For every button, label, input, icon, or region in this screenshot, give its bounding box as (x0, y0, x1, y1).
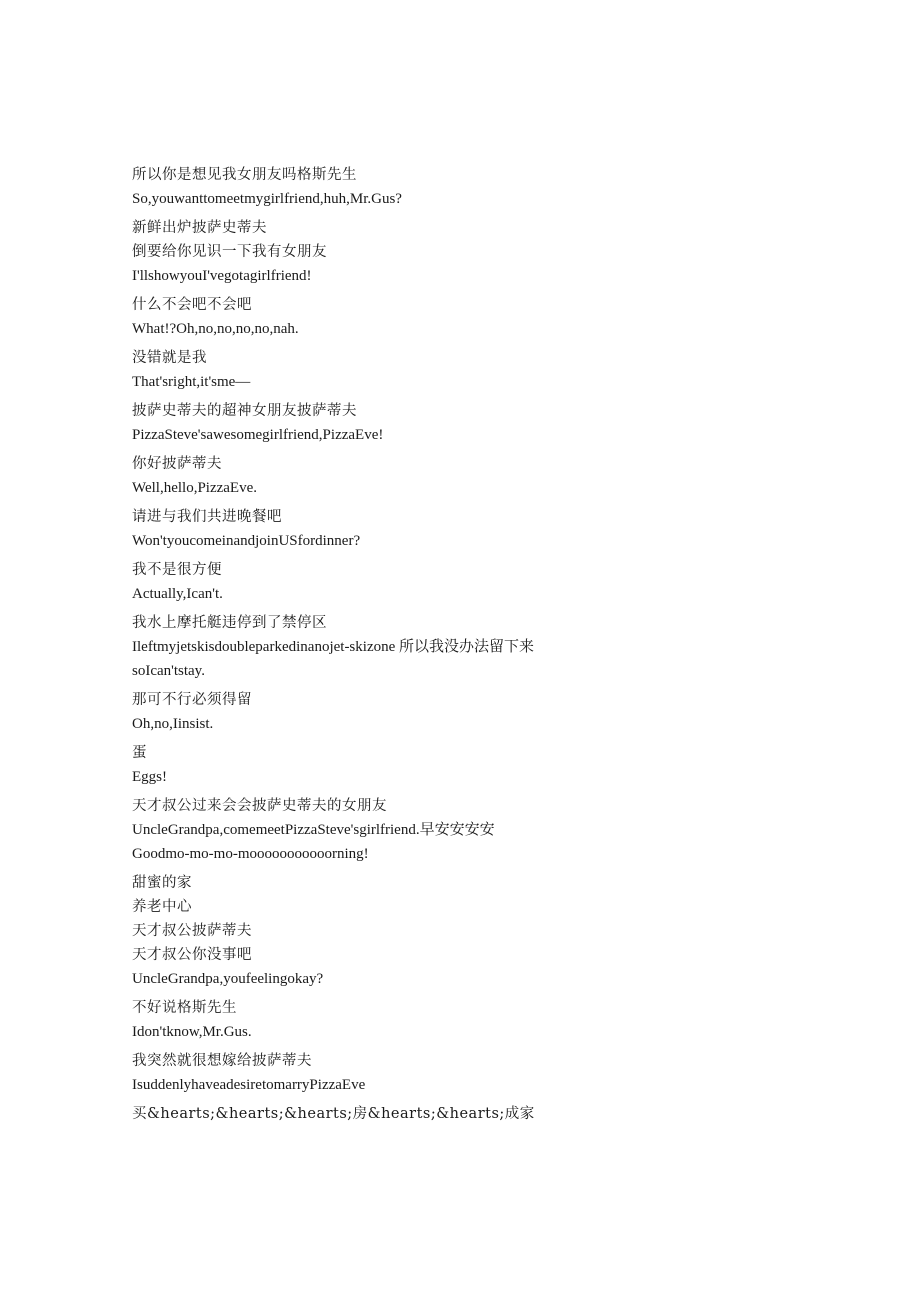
transcript-line: Oh,no,Iinsist. (132, 716, 214, 732)
transcript-line: UncleGrandpa,youfeelingokay? (132, 971, 324, 987)
transcript-line: 我突然就很想嫁给披萨蒂夫 (132, 1053, 312, 1069)
transcript-line: Well,hello,PizzaEve. (132, 480, 257, 496)
transcript-line: 我不是很方便 (132, 562, 222, 578)
transcript-line: 天才叔公你没事吧 (132, 947, 252, 963)
transcript-line: That'sright,it'sme— (132, 374, 251, 390)
transcript-line: Won'tyoucomeinandjoinUSfordinner? (132, 533, 361, 549)
transcript-line: Idon'tknow,Mr.Gus. (132, 1024, 252, 1040)
transcript-line: 甜蜜的家 (132, 875, 192, 891)
transcript-line: 买&hearts;&hearts;&hearts;房&hearts;&hearts;成家 (132, 1106, 535, 1122)
transcript-line: PizzaSteve'sawesomegirlfriend,PizzaEve! (132, 427, 384, 443)
transcript-line: Ileftmyjetskisdoubleparkedinanojet-skizone 所以我没办法留下来 (132, 639, 535, 655)
transcript-line: soIcan'tstay. (132, 663, 205, 679)
transcript-line: Actually,Ican't. (132, 586, 223, 602)
transcript-line: 请进与我们共进晚餐吧 (132, 509, 282, 525)
transcript-line: 天才叔公披萨蒂夫 (132, 923, 252, 939)
transcript-line: 所以你是想见我女朋友吗格斯先生 (132, 167, 357, 183)
transcript-line: 不好说格斯先生 (132, 1000, 237, 1016)
transcript-line: 养老中心 (132, 899, 192, 915)
transcript-line: IsuddenlyhaveadesiretomarryPizzaEve (132, 1077, 366, 1093)
transcript-line: 新鲜出炉披萨史蒂夫 (132, 220, 267, 236)
transcript-lines (132, 163, 892, 1126)
transcript-line: Goodmo-mo-mo-mooooooooooorning! (132, 846, 369, 862)
transcript-line: UncleGrandpa,comemeetPizzaSteve'sgirlfriend.早安安安安 (132, 822, 495, 838)
transcript-line: 没错就是我 (132, 350, 207, 366)
transcript-line: Eggs! (132, 769, 167, 785)
transcript-line: 我水上摩托艇违停到了禁停区 (132, 615, 327, 631)
transcript-line: 披萨史蒂夫的超神女朋友披萨蒂夫 (132, 403, 357, 419)
transcript-line: 天才叔公过来会会披萨史蒂夫的女朋友 (132, 798, 387, 814)
transcript-line: So,youwanttomeetmygirlfriend,huh,Mr.Gus? (132, 191, 402, 207)
transcript-line: 倒要给你见识一下我有女朋友 (132, 244, 327, 260)
transcript-line: 什么不会吧不会吧 (132, 297, 252, 313)
transcript-line: 那可不行必须得留 (132, 692, 252, 708)
transcript-line: 蛋 (132, 745, 147, 761)
transcript-line: 你好披萨蒂夫 (132, 456, 222, 472)
transcript-line: I'llshowyouI'vegotagirlfriend! (132, 268, 312, 284)
transcript-line: What!?Oh,no,no,no,no,nah. (132, 321, 299, 337)
